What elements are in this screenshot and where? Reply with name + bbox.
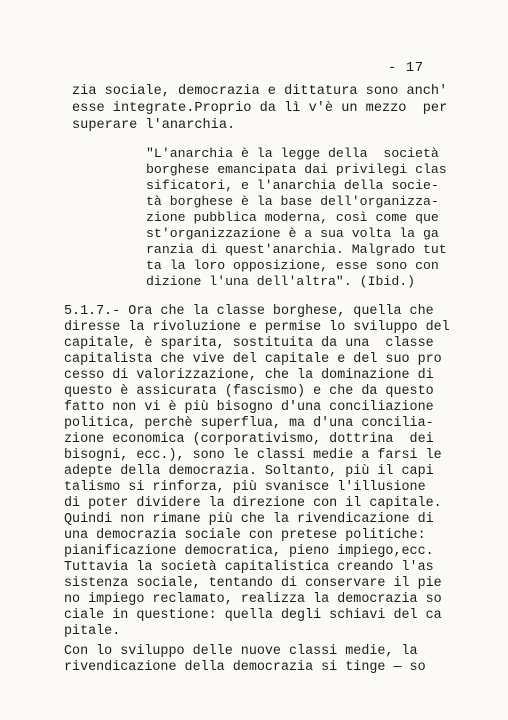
quote-line: ta la loro opposizione, esse sono con bbox=[146, 258, 439, 273]
text-line: ciale in questione: quella degli schiavi del ca bbox=[64, 608, 442, 623]
text-line: esse integrate.Proprio da lì v'è un mezzo per bbox=[72, 101, 448, 116]
quote-line: tà borghese è la base dell'organizza- bbox=[146, 194, 439, 209]
text-line: politica, perchè superflua, ma d'una concilia- bbox=[64, 416, 434, 431]
quote-line: dizione l'una dell'altra". (Ibid.) bbox=[146, 274, 416, 289]
text-line: rivendicazione della democrazia si tinge — so bbox=[64, 660, 426, 675]
text-line: capitale, è sparita, sostituita da una classe bbox=[64, 336, 434, 351]
text-line: zione economica (corporativismo, dottrina dei bbox=[64, 432, 434, 447]
text-line: bisogni, ecc.), sono le classi medie a farsi le bbox=[64, 448, 442, 463]
text-line: no impiego reclamato, realizza la democrazia so bbox=[64, 592, 442, 607]
quote-line: st'organizzazione è a sua volta la ga bbox=[146, 226, 439, 241]
quote-line: zione pubblica moderna, così come que bbox=[146, 210, 439, 225]
text-line: una democrazia sociale con pretese politiche: bbox=[64, 528, 426, 543]
text-line: 5.1.7.- Ora che la classe borghese, quella che bbox=[64, 304, 434, 319]
text-line: capitalista che vive del capitale e del suo pro bbox=[64, 352, 442, 367]
text-line: zia sociale, democrazia e dittatura sono anch' bbox=[72, 84, 448, 99]
quote-line: sificatori, e l'anarchia della socie- bbox=[146, 178, 439, 193]
quote-line: borghese emancipata dai privilegi clas bbox=[146, 162, 447, 177]
text-line: adepte della democrazia. Soltanto, più il capi bbox=[64, 464, 434, 479]
page-number: - 17 bbox=[388, 60, 424, 76]
text-line: questo è assicurata (fascismo) e che da questo bbox=[64, 384, 434, 399]
text-line: superare l'anarchia. bbox=[72, 118, 236, 133]
text-line: Quindi non rimane più che la rivendicazione di bbox=[64, 512, 434, 527]
text-line: pianificazione democratica, pieno impiego,ecc. bbox=[64, 544, 434, 559]
text-line: talismo si rinforza, più svanisce l'illusione bbox=[64, 480, 426, 495]
text-line: Tuttavia la società capitalistica creando l'as bbox=[64, 560, 434, 575]
quote-line: ranzia di quest'anarchia. Malgrado tut bbox=[146, 242, 447, 257]
text-line: di poter dividere la direzione con il capitale. bbox=[64, 496, 442, 511]
text-line: diresse la rivoluzione e permise lo sviluppo del bbox=[64, 320, 450, 335]
text-line: fatto non vi è più bisogno d'una conciliazione bbox=[64, 400, 434, 415]
text-line: pitale. bbox=[64, 624, 121, 639]
text-line: Con lo sviluppo delle nuove classi medie, la bbox=[64, 644, 418, 659]
quote-line: "L'anarchia è la legge della società bbox=[146, 146, 439, 161]
text-line: cesso di valorizzazione, che la dominazione di bbox=[64, 368, 434, 383]
text-line: sistenza sociale, tentando di conservare il pie bbox=[64, 576, 442, 591]
